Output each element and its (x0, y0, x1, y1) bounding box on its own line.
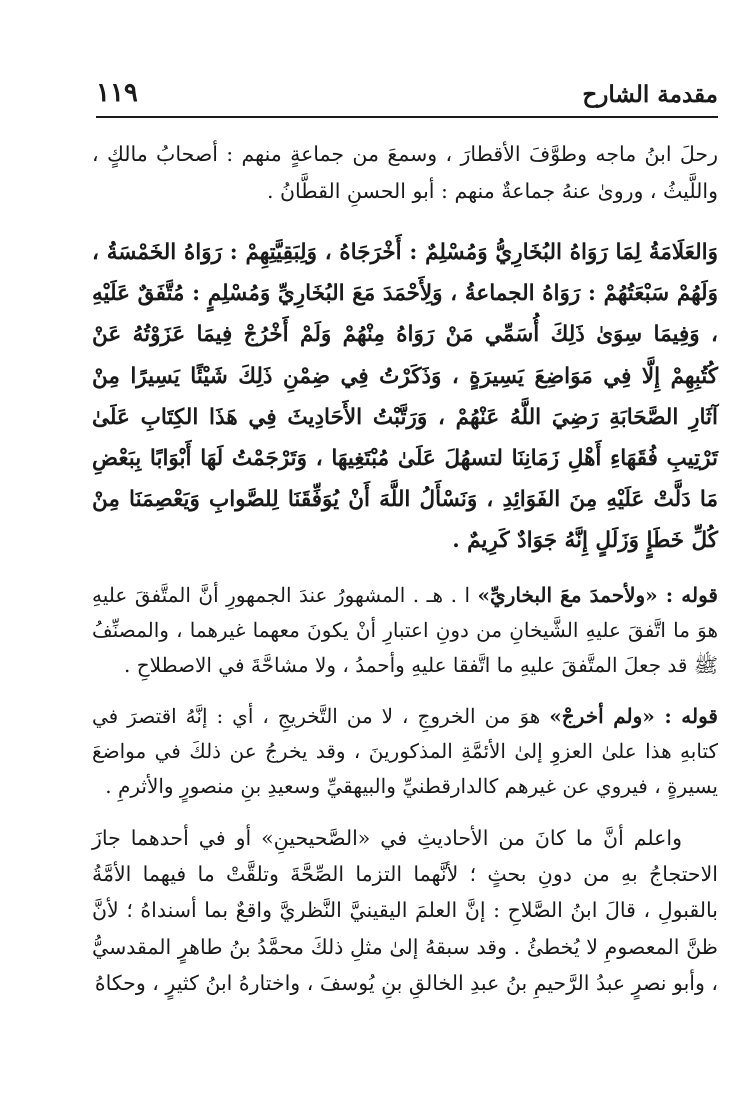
page-body (92, 136, 718, 1002)
paragraph-commentary-2 (92, 699, 718, 804)
header-rule (96, 116, 718, 118)
paragraph-matn: وَالعَلَامَةُ لِمَا رَوَاهُ البُخَارِيُّ وَمُسْلِمٌ : أَخْرَجَاهُ ، وَلِبَقِيَّتِهِمْ : رَوَاهُ الخَمْسَةُ ، وَلَهُمْ سَبْعَتُهُمْ : رَوَاهُ الجماعةُ ، وَلِأَحْمَدَ مَعَ البُخَارِيِّ وَمُسْلِمٍ : مُتَّفَقٌ عَلَيْهِ ، وَفِيمَا سِوَىٰ ذَلِكَ أُسَمِّي مَنْ رَوَاهُ مِنْهُمْ وَلَمْ أَخْرُجْ فِيمَا عَزَوْتُهُ عَنْ كُتُبِهِمْ إِلَّا فِي مَوَاضِعَ يَسِيرَةٍ ، وَذَكَرْتُ فِي ضِمْنِ ذَلِكَ شَيْئًا يَسِيرًا مِنْ آثَارِ الصَّحَابَةِ رَضِيَ اللَّهُ عَنْهُمْ ، وَرَتَّبْتُ الأَحَادِيثَ فِي هَذَا الكِتَابِ عَلَىٰ تَرْتِيبِ فُقَهَاءِ أَهْلِ زَمَانِنَا لتسهُلَ عَلَىٰ مُبْتَغِيهَا ، وَتَرْجَمْتُ لَهَا أَبْوَابًا بِبَعْضِ مَا دَلَّتْ عَلَيْهِ مِنَ الفَوَائِدِ ، وَنَسْأَلُ اللَّهَ أَنْ يُوَفِّقَنَا لِلصَّوابِ وَيَعْصِمَنَا مِنْ كُلِّ خَطَإٍ وَزَلَلٍ إِنَّهُ جَوَادٌ كَرِيمٌ . (92, 240, 718, 554)
paragraph-commentary-1 (92, 578, 718, 683)
commentary-text-1: ا . هـ . المشهورُ عندَ الجمهورِ أنَّ المتَّفقَ عليهِ هوَ ما اتَّفقَ عليهِ الشَّيخانِ من دونِ اعتبارِ أنْ يكونَ معهما غيرهما ، والمصنِّفُ ﷺ قد جعلَ المتَّفقَ عليهِ ما اتَّفقا عليهِ وأحمدُ ، ولا مشاحَّةَ في الاصطلاحِ . (92, 582, 718, 677)
page-number: ١١٩ (96, 78, 138, 108)
running-title: مقدمة الشارح (582, 81, 718, 108)
paragraph-intro: رحلَ ابنُ ماجه وطوَّفَ الأقطارَ ، وسمعَ من جماعةٍ منهم : أصحابُ مالكٍ ، واللَّيثُ ، وروىٰ عنهُ جماعةٌ منهم : أبو الحسنِ القطَّانُ . (92, 142, 718, 203)
commentary-lead-1: قوله : «ولأحمدَ معَ البخاريِّ» (477, 582, 718, 607)
commentary-lead-2: قوله : «ولم أخرجْ» (549, 703, 718, 728)
paragraph-closing: واعلم أنَّ ما كانَ من الأحاديثِ في «الصَّحيحينِ» أو في أحدهما جازَ الاحتجاجُ بهِ من دونِ بحثٍ ؛ لأنَّهما التزما الصِّحَّةَ وتلقَّتْ ما فيهما الأمَّةُ بالقبولِ ، قالَ ابنُ الصَّلاحِ : إنَّ العلمَ اليقينيَّ النَّظريَّ واقعٌ بما أسنداهُ ؛ لأنَّ ظنَّ المعصومِ لا يُخطئُ . وقد سبقهُ إلىٰ مثلِ ذلكَ محمَّدُ بنُ طاهرٍ المقدسيُّ ، وأبو نصرٍ عبدُ الرَّحيمِ بنُ عبدِ الخالقِ بنِ يُوسفَ ، واختارهُ ابنُ كثيرٍ ، وحكاهُ (92, 825, 718, 996)
commentary-text-2: هوَ من الخروجِ ، لا من التَّخريجِ ، أي : إنَّهُ اقتصرَ في كتابهِ هذا علىٰ العزوِ إلىٰ الأئمَّةِ المذكورينَ ، وقد يخرجُ عن ذلكَ في مواضعَ يسيرةٍ ، فيروي عن غيرهم كالدارقطنيِّ والبيهقيِّ وسعيدِ بنِ منصورٍ والأثرمِ . (92, 703, 718, 798)
page-header (96, 68, 718, 112)
